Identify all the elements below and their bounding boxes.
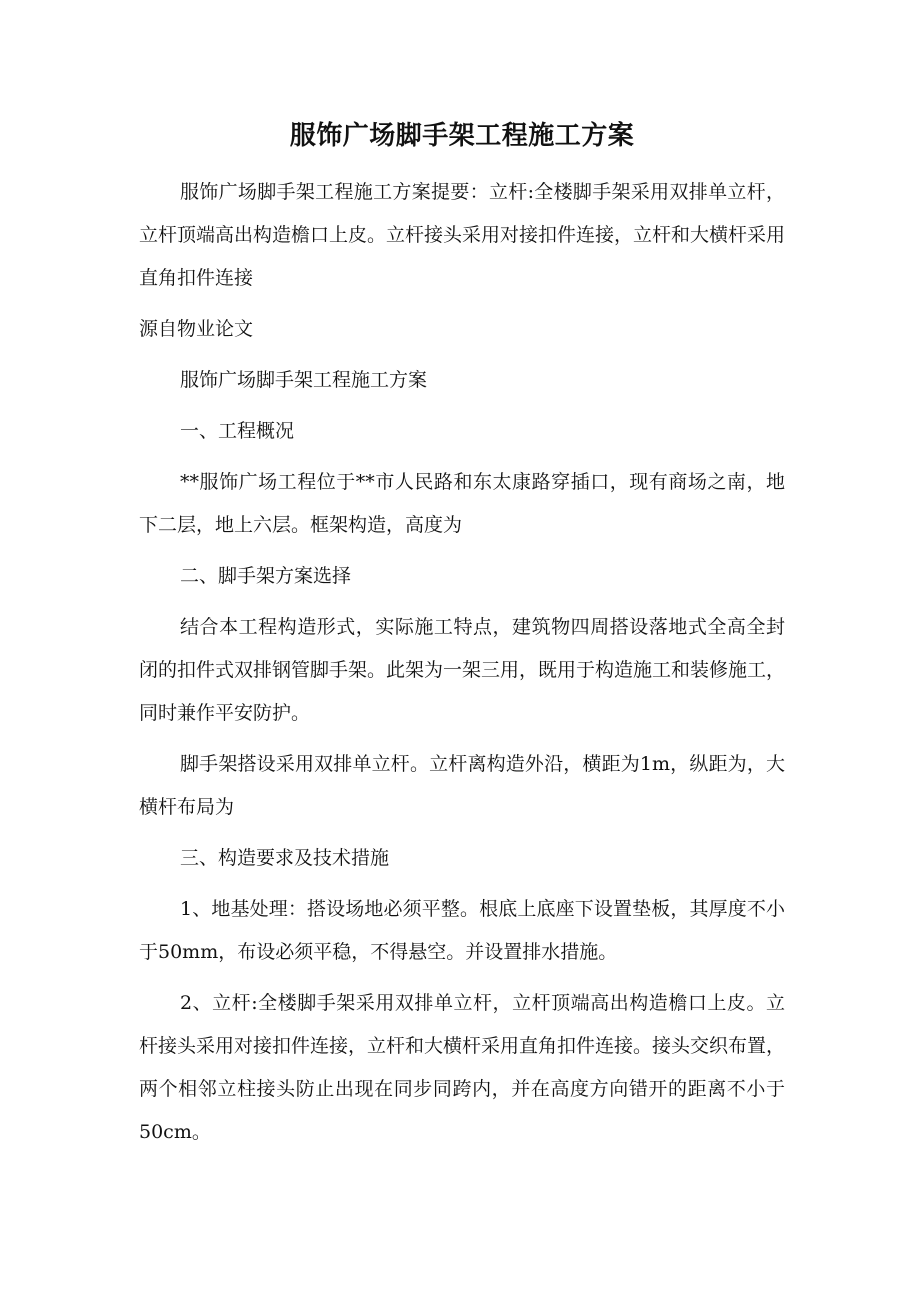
section-heading-overview: 一、工程概况 — [180, 420, 295, 442]
overview-paragraph: **服饰广场工程位于**市人民路和东太康路穿插口，现有商场之南，地下二层，地上六层。框架构造，高度为 — [139, 471, 785, 536]
section-heading-requirements: 三、构造要求及技术措施 — [180, 847, 390, 869]
upright-paragraph: 2、立杆:全楼脚手架采用双排单立杆，立杆顶端高出构造檐口上皮。立杆接头采用对接扣件连接，立杆和大横杆采用直角扣件连接。接头交织布置，两个相邻立柱接头防止出现在同步同跨内，并在高度方向错开的距离不小于50cm。 — [139, 992, 786, 1143]
scaffold-setup-paragraph: 脚手架搭设采用双排单立杆。立杆离构造外沿，横距为1m，纵距为，大横杆布局为 — [139, 753, 785, 818]
summary-paragraph: 服饰广场脚手架工程施工方案提要：立杆:全楼脚手架采用双排单立杆，立杆顶端高出构造檐口上皮。立杆接头采用对接扣件连接，立杆和大横杆采用直角扣件连接 — [139, 181, 786, 289]
source-line: 源自物业论文 — [139, 318, 254, 340]
foundation-paragraph: 1、地基处理：搭设场地必须平整。根底上底座下设置垫板，其厚度不小于50mm，布设必须平稳，不得悬空。并设置排水措施。 — [139, 898, 785, 963]
scheme-paragraph: 结合本工程构造形式，实际施工特点，建筑物四周搭设落地式全高全封闭的扣件式双排钢管脚手架。此架为一架三用，既用于构造施工和装修施工，同时兼作平安防护。 — [139, 616, 786, 724]
document-title: 服饰广场脚手架工程施工方案 — [289, 121, 635, 151]
section-heading-scheme: 二、脚手架方案选择 — [180, 565, 352, 587]
section-title-repeat: 服饰广场脚手架工程施工方案 — [180, 369, 428, 391]
document-body — [139, 118, 785, 1162]
